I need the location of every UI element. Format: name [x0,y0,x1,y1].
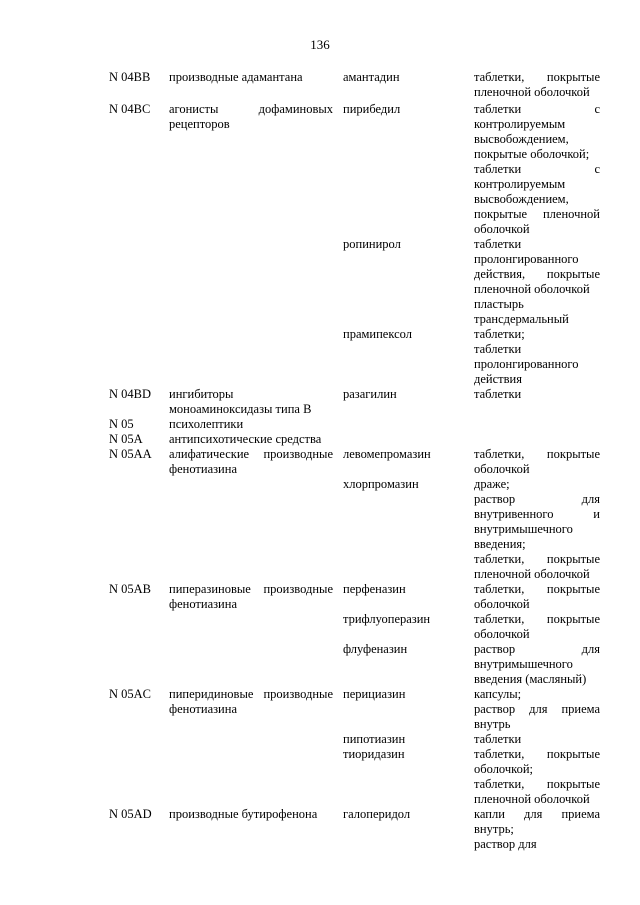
atc-code: N 05AC [109,687,152,701]
dosage-form-line: внутрь; [474,822,514,836]
drug-name: ропинирол [343,237,401,251]
dosage-form [474,237,600,327]
group-line: фенотиазина [169,462,237,476]
group-line: фенотиазина [169,597,237,611]
drug-name: амантадин [343,70,400,84]
drug-name: флуфеназин [343,642,408,656]
pharmacological-group [169,417,333,432]
atc-code: N 05AB [109,582,152,596]
dosage-form-line: внутрь [474,717,511,731]
dosage-form-line: пленочной оболочкой [474,792,590,806]
dosage-form-line: покрытые оболочкой; [474,147,590,161]
dosage-form-line: контролируемым [474,177,566,191]
dosage-form-line: действия, покрытые [474,267,600,281]
dosage-form-line: контролируемым [474,117,566,131]
pharmacological-group [169,102,333,132]
group-line: производные адамантана [169,70,303,84]
dosage-form-line: пролонгированного [474,357,579,371]
dosage-form-line: раствор для [474,642,600,656]
dosage-form [474,102,600,237]
dosage-form-line: таблетки [474,387,522,401]
dosage-form-line: таблетки, покрытые [474,447,600,461]
atc-code: N 05A [109,432,143,446]
group-line: психолептики [169,417,244,431]
dosage-form-line: внутривенного и [474,507,600,521]
group-line: пиперазиновые производные [169,582,333,596]
dosage-form [474,687,600,732]
dosage-form-line: пластырь [474,297,524,311]
dosage-form-line: раствор для приема [474,702,600,716]
atc-code: N 05AD [109,807,152,821]
dosage-form-line: таблетки; [474,327,525,341]
dosage-form-line: покрытые пленочной [474,207,600,221]
page-number: 136 [310,37,330,52]
drug-name: галоперидол [343,807,411,821]
dosage-form-line: внутримышечного [474,522,573,536]
drug-name: тиоридазин [343,747,405,761]
dosage-form [474,807,600,852]
dosage-form-line: раствор для [474,492,600,506]
drug-name: трифлуоперазин [343,612,431,626]
dosage-form-line: таблетки, покрытые [474,582,600,596]
dosage-form-line: таблетки [474,732,522,746]
dosage-form-line: трансдермальный [474,312,569,326]
dosage-form-line: таблетки, покрытые [474,777,600,791]
atc-code: N 05 [109,417,134,431]
dosage-form-line: оболочкой [474,597,530,611]
drug-name: перфеназин [343,582,406,596]
pharmacological-group [169,70,333,85]
pharmacological-group [169,447,333,477]
dosage-form-line: пленочной оболочкой [474,567,590,581]
dosage-form [474,582,600,612]
dosage-form [474,747,600,807]
group-line: пиперидиновые производные [169,687,333,701]
dosage-form-line: пролонгированного [474,252,579,266]
dosage-form-line: таблетки, покрытые [474,70,600,84]
group-line: агонисты дофаминовых [169,102,333,116]
group-line: рецепторов [169,117,230,131]
atc-code: N 04BC [109,102,151,116]
dosage-form [474,612,600,642]
group-line: алифатические производные [169,447,333,461]
dosage-form-line: введения (масляный) [474,672,587,686]
drug-name: хлорпромазин [343,477,419,491]
group-line: антипсихотические средства [169,432,322,446]
group-line: моноаминоксидазы типа B [169,402,312,416]
dosage-form [474,447,600,477]
pharmacological-group [169,687,333,717]
drug-name: разагилин [343,387,397,401]
dosage-form-line: капсулы; [474,687,522,701]
dosage-form [474,327,600,387]
dosage-form-line: пленочной оболочкой [474,85,590,99]
group-line: фенотиазина [169,702,237,716]
drug-name: левомепромазин [343,447,431,461]
dosage-form [474,387,600,402]
dosage-form-line: таблетки, покрытые [474,552,600,566]
group-line: производные бутирофенона [169,807,318,821]
dosage-form-line: таблетки с [474,162,600,176]
dosage-form-line: введения; [474,537,526,551]
dosage-form-line: внутримышечного [474,657,573,671]
dosage-form-line: высвобождением, [474,132,569,146]
group-line: ингибиторы [169,387,234,401]
dosage-form-line: драже; [474,477,510,491]
dosage-form-line: пленочной оболочкой [474,282,590,296]
dosage-form-line: действия [474,372,522,386]
dosage-form-line: высвобождением, [474,192,569,206]
drug-name: прамипексол [343,327,412,341]
dosage-form-line: таблетки, покрытые [474,612,600,626]
drug-name: пирибедил [343,102,401,116]
dosage-form [474,477,600,582]
dosage-form-line: таблетки [474,342,522,356]
dosage-form-line: раствор для [474,837,537,851]
pharmacological-group [169,582,333,612]
dosage-form [474,70,600,100]
dosage-form-line: оболочкой [474,462,530,476]
dosage-form [474,642,600,687]
pharmacological-group [169,387,333,417]
dosage-form-line: оболочкой; [474,762,533,776]
dosage-form-line: таблетки [474,237,522,251]
dosage-form-line: таблетки с [474,102,600,116]
atc-code: N 04BB [109,70,151,84]
pharmacological-group [169,807,333,822]
dosage-form-line: оболочкой [474,627,530,641]
atc-code: N 04BD [109,387,152,401]
dosage-form-line: таблетки, покрытые [474,747,600,761]
pharmacological-group [169,432,333,447]
dosage-form [474,732,600,747]
dosage-form-line: капли для приема [474,807,600,821]
drug-name: перициазин [343,687,406,701]
drug-name: пипотиазин [343,732,406,746]
dosage-form-line: оболочкой [474,222,530,236]
atc-code: N 05AA [109,447,152,461]
